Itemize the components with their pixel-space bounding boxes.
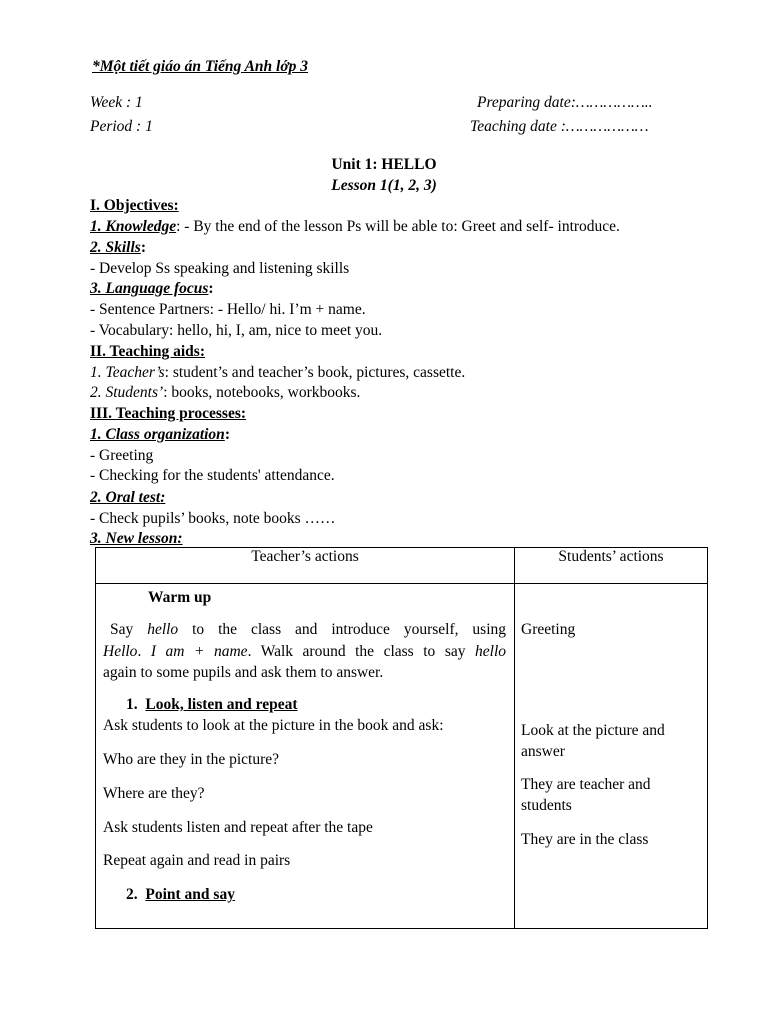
student-answer-1a: Look at the picture and	[521, 722, 665, 739]
student-answer-2b: students	[521, 797, 572, 814]
oral-test-colon: :	[160, 489, 166, 506]
students-actions-header: Students’ actions	[515, 548, 708, 584]
section-1-title: Look, listen and repeat	[145, 696, 298, 713]
teacher-actions-cell	[96, 584, 515, 929]
table-body-row	[96, 584, 708, 929]
say-text: Say	[110, 621, 148, 638]
warm-up-line-3: again to some pupils and ask them to answer.	[103, 664, 384, 681]
language-focus-label: 3. Language focus	[90, 280, 209, 297]
period-text: .	[137, 643, 151, 660]
section-look-listen-repeat	[126, 694, 298, 715]
student-answer-1b: answer	[521, 743, 565, 760]
oral-test-text: - Check pupils’ books, note books ……	[90, 510, 336, 527]
new-lesson-colon: :	[177, 530, 183, 547]
vocabulary: - Vocabulary: hello, hi, I, am, nice to meet you.	[90, 322, 383, 339]
oral-test-line	[90, 488, 165, 508]
knowledge-line	[90, 217, 620, 237]
oral-test-label: 2. Oral test	[90, 489, 161, 506]
greeting-item: - Greeting	[90, 447, 154, 464]
section-1-number: 1.	[126, 696, 138, 713]
document-title: *Một tiết giáo án Tiếng Anh lớp 3	[92, 58, 309, 75]
students-actions-cell	[515, 584, 708, 929]
teacher-step-2: Who are they in the picture?	[103, 751, 280, 768]
week-label: Week : 1	[90, 94, 143, 111]
students-aids-label: 2. Students’	[90, 384, 164, 401]
teacher-aids-line	[90, 363, 465, 383]
hello-word-2: Hello	[103, 643, 138, 660]
teacher-step-5: Repeat again and read in pairs	[103, 852, 291, 869]
class-organization-label: 1. Class organization	[90, 426, 225, 443]
hello-word: hello	[147, 621, 179, 638]
walk-around-text: . Walk around the class to say	[247, 643, 476, 660]
lesson-title: Lesson 1(1, 2, 3)	[331, 177, 437, 194]
teacher-step-1: Ask students to look at the picture in the book and ask:	[103, 717, 444, 734]
i-am-name: I am + name	[150, 643, 248, 660]
skills-line	[90, 238, 146, 258]
warm-up-title: Warm up	[148, 589, 212, 606]
language-focus-line	[90, 279, 214, 299]
lesson-activities-table	[95, 547, 708, 929]
teacher-step-4: Ask students listen and repeat after the tape	[103, 819, 373, 836]
period-label: Period : 1	[90, 118, 153, 135]
teacher-aids-label: 1. Teacher’s	[90, 364, 165, 381]
teaching-date: Teaching date :………………	[470, 118, 649, 135]
sentence-partners: - Sentence Partners: - Hello/ hi. I’m + name.	[90, 301, 366, 318]
objectives-heading: I. Objectives:	[90, 197, 179, 214]
attendance-item: - Checking for the students' attendance.	[90, 467, 335, 484]
section-point-and-say	[126, 884, 235, 905]
teaching-processes-heading: III. Teaching processes:	[90, 405, 247, 422]
unit-title: Unit 1: HELLO	[331, 156, 437, 173]
teaching-aids-heading: II. Teaching aids:	[90, 343, 206, 360]
knowledge-label: 1. Knowledge	[90, 218, 177, 235]
skills-label: 2. Skills	[90, 239, 141, 256]
teacher-aids-text: : student’s and teacher’s book, pictures, cassette.	[164, 364, 466, 381]
say-text-2: to the class and introduce yourself, using	[178, 621, 506, 638]
students-aids-text: : books, notebooks, workbooks.	[163, 384, 361, 401]
teacher-step-3: Where are they?	[103, 785, 205, 802]
teacher-actions-header: Teacher’s actions	[96, 548, 515, 584]
preparing-date: Preparing date:……………..	[477, 94, 653, 111]
skills-text: - Develop Ss speaking and listening skills	[90, 260, 350, 277]
class-organization-colon: :	[224, 426, 230, 443]
warm-up-line-2	[103, 641, 506, 662]
knowledge-text: : - By the end of the lesson Ps will be able to: Greet and self- introduce.	[176, 218, 620, 235]
language-focus-colon: :	[208, 280, 214, 297]
class-organization-line	[90, 425, 230, 445]
warm-up-line-1	[110, 619, 506, 640]
hello-word-3: hello	[475, 643, 507, 660]
new-lesson-label: 3. New lesson	[90, 530, 178, 547]
student-answer-2a: They are teacher and	[521, 776, 651, 793]
student-answer-3: They are in the class	[521, 831, 649, 848]
section-2-number: 2.	[126, 886, 138, 903]
student-greeting: Greeting	[521, 621, 576, 638]
students-aids-line	[90, 383, 360, 403]
table-header-row	[96, 548, 708, 584]
skills-colon: :	[140, 239, 146, 256]
new-lesson-line	[90, 529, 183, 549]
section-2-title: Point and say	[145, 886, 235, 903]
